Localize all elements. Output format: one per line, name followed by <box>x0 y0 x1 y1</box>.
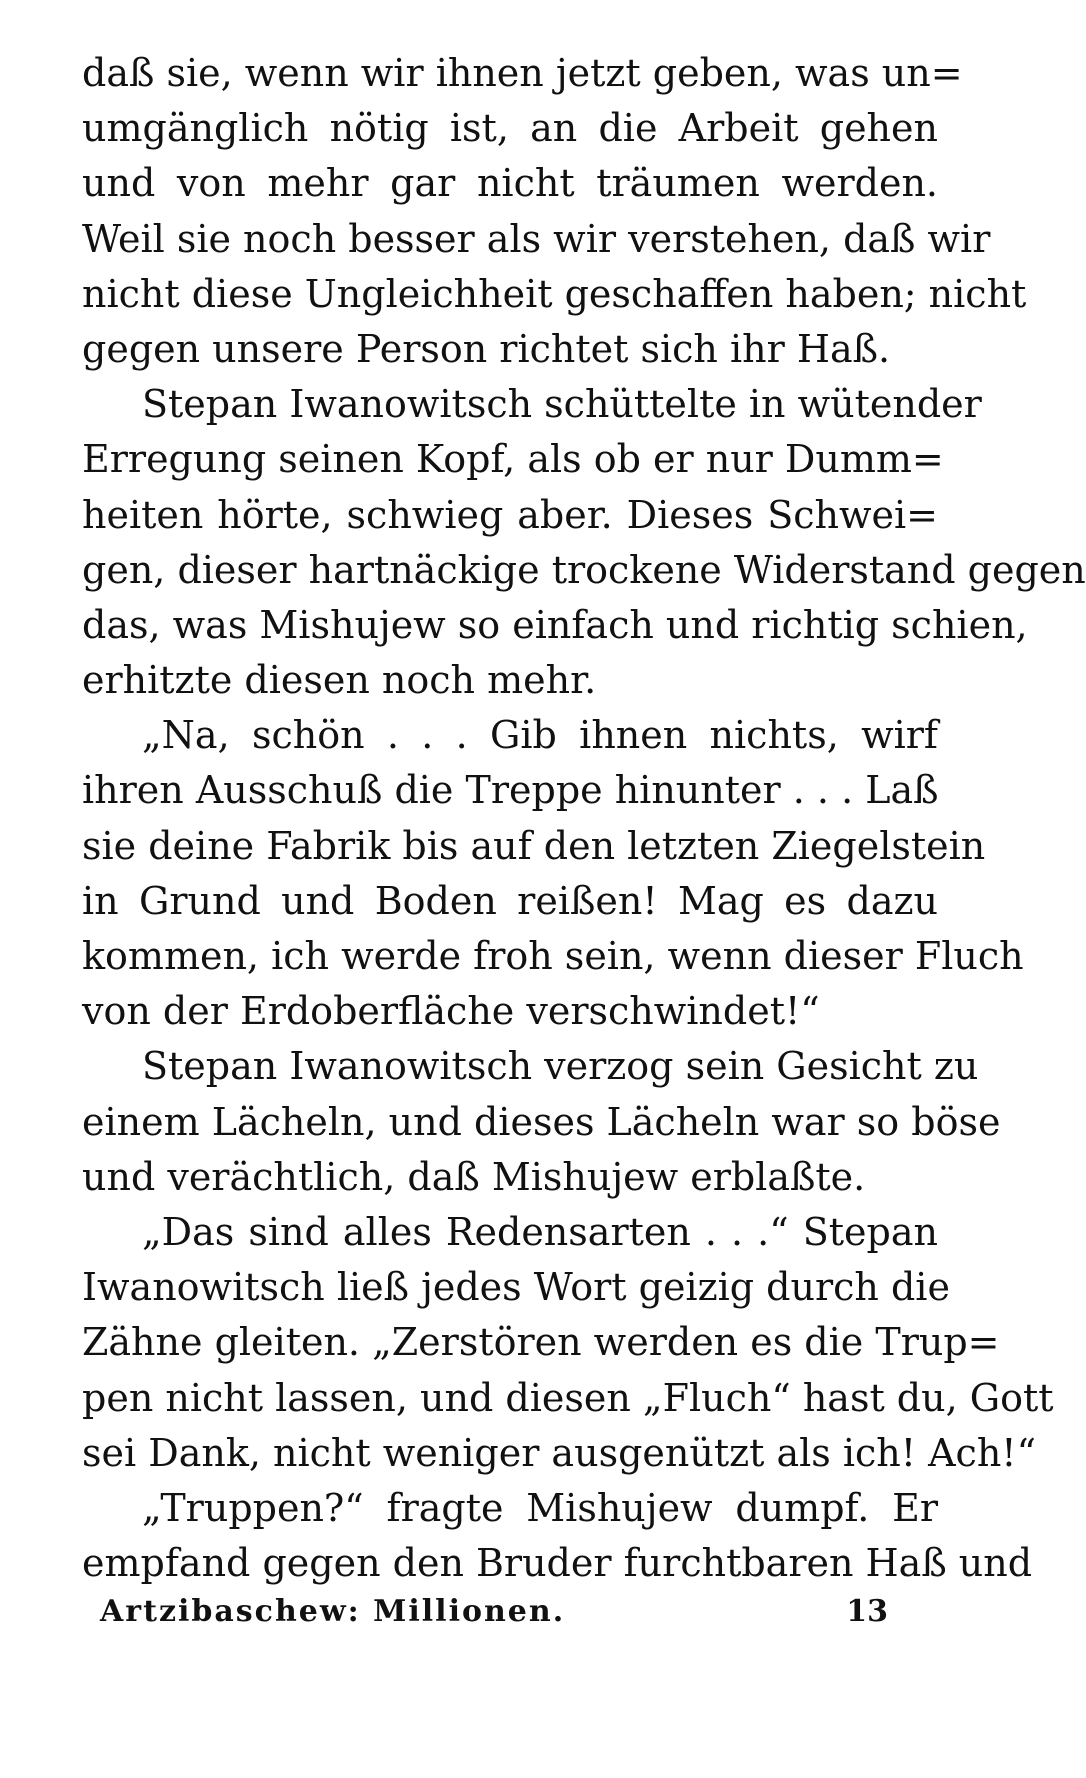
text-line: Weil sie noch besser als wir verstehen, daß wir <box>82 216 991 261</box>
text-line: einem Lächeln, und dieses Lächeln war so böse <box>82 1099 1001 1144</box>
text-line: sei Dank, nicht weniger ausgenützt als ich! Ach!“ <box>82 1430 1037 1475</box>
text-line: „Na, schön . . . Gib ihnen nichts, wirf <box>142 713 938 758</box>
text-line: umgänglich nötig ist, an die Arbeit gehen <box>82 106 938 151</box>
text-line: „Das sind alles Redensarten . . .“ Stepan <box>142 1209 938 1254</box>
footer-title: Artzibaschew: Millionen. <box>100 1594 566 1629</box>
text-line: pen nicht lassen, und diesen „Fluch“ hast du, Gott <box>82 1375 1054 1420</box>
text-line: kommen, ich werde froh sein, wenn dieser Fluch <box>82 934 1024 978</box>
text-line: von der Erdoberfläche verschwindet!“ <box>82 989 820 1034</box>
text-line: ihren Ausschuß die Treppe hinunter . . . Laß <box>82 768 939 813</box>
text-line: nicht diese Ungleichheit geschaffen haben; nicht <box>82 271 1027 316</box>
text-line: und verächtlich, daß Mishujew erblaßte. <box>82 1154 866 1199</box>
text-line: das, was Mishujew so einfach und richtig schien, <box>82 602 1028 647</box>
text-line: Stepan Iwanowitsch verzog sein Gesicht zu <box>142 1044 979 1089</box>
text-line: heiten hörte, schwieg aber. Dieses Schwei= <box>82 492 938 537</box>
page-footer <box>100 1594 938 1644</box>
text-line: gegen unsere Person richtet sich ihr Haß. <box>82 326 891 371</box>
text-line: daß sie, wenn wir ihnen jetzt geben, was un= <box>82 51 963 95</box>
text-line: empfand gegen den Bruder furchtbaren Haß und <box>82 1541 1033 1586</box>
page-number: 13 <box>846 1594 888 1629</box>
text-line: gen, dieser hartnäckige trockene Widerstand gegen <box>82 547 1086 592</box>
text-line: erhitzte diesen noch mehr. <box>82 658 597 703</box>
text-line: Erregung seinen Kopf, als ob er nur Dumm= <box>82 437 944 482</box>
text-line: in Grund und Boden reißen! Mag es dazu <box>82 878 938 923</box>
text-line: Iwanowitsch ließ jedes Wort geizig durch die <box>82 1265 950 1310</box>
text-line: und von mehr gar nicht träumen werden. <box>82 161 938 206</box>
text-line: Zähne gleiten. „Zerstören werden es die Trup= <box>82 1320 1000 1365</box>
text-line: Stepan Iwanowitsch schüttelte in wütender <box>142 382 982 427</box>
text-line: „Truppen?“ fragte Mishujew dumpf. Er <box>142 1485 938 1530</box>
body-text <box>82 46 1086 1591</box>
text-line: sie deine Fabrik bis auf den letzten Ziegelstein <box>82 823 986 868</box>
